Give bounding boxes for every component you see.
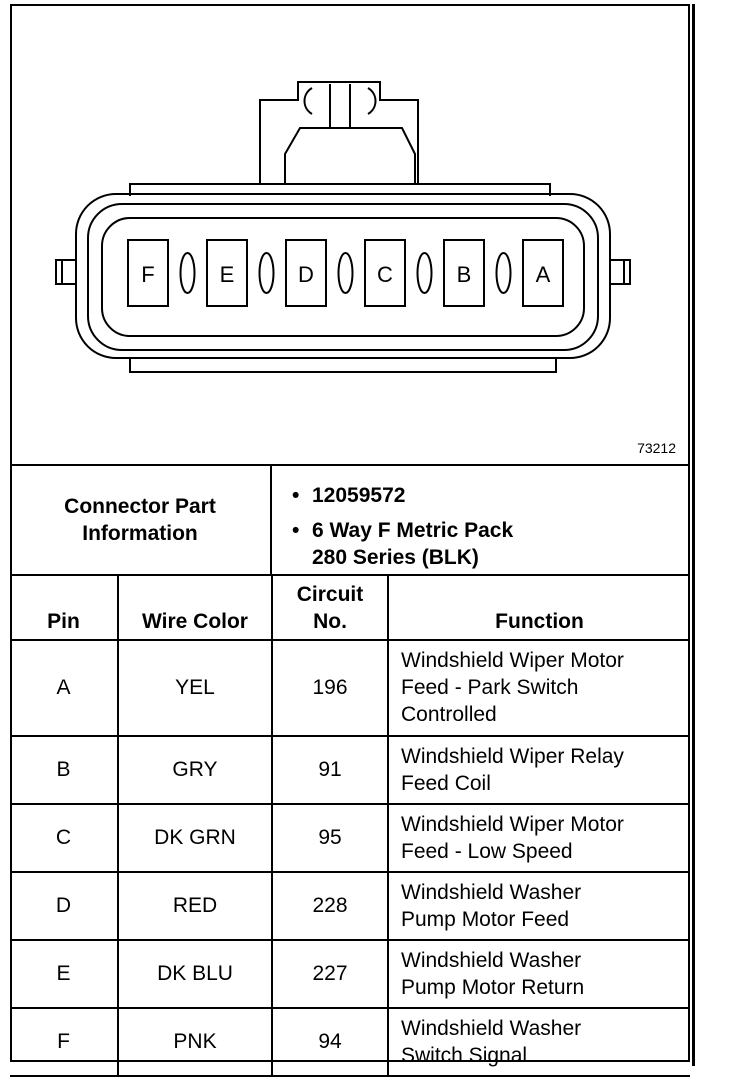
cell-wire-color: DK GRN — [118, 804, 272, 872]
table-row — [10, 872, 690, 940]
cell-circuit-no: 227 — [272, 940, 388, 1008]
cell-circuit-no: 196 — [272, 640, 388, 736]
cell-function: Windshield Wiper Motor Feed - Park Switch Controlled — [388, 640, 690, 736]
cell-function: Windshield Washer Pump Motor Feed — [388, 872, 690, 940]
lock-latch-right — [368, 88, 376, 114]
connector-shell-inner — [102, 218, 584, 336]
cell-circuit-no: 95 — [272, 804, 388, 872]
seal-slot — [339, 253, 353, 293]
cell-circuit-no: 91 — [272, 736, 388, 804]
cell-wire-color: RED — [118, 872, 272, 940]
seal-slot — [418, 253, 432, 293]
side-rib-left — [56, 260, 76, 284]
connector-info-label — [10, 466, 272, 574]
cell-pin: C — [10, 804, 118, 872]
table-row — [10, 640, 690, 736]
cell-function: Windshield Wiper Motor Feed - Low Speed — [388, 804, 690, 872]
lock-latch-left — [305, 88, 313, 114]
table-header-row — [10, 576, 690, 640]
figure-number: 73212 — [637, 440, 676, 456]
side-rib-right — [610, 260, 630, 284]
pin-label-a: A — [535, 262, 551, 287]
connector-face-drawing — [10, 4, 690, 464]
cell-pin: B — [10, 736, 118, 804]
pin-label-e: E — [219, 262, 235, 287]
cell-pin: A — [10, 640, 118, 736]
lock-tab-outline — [260, 82, 418, 184]
cell-wire-color: PNK — [118, 1008, 272, 1076]
cell-wire-color: DK BLU — [118, 940, 272, 1008]
seal-slot — [181, 253, 195, 293]
cell-function: Windshield Washer Pump Motor Return — [388, 940, 690, 1008]
seal-slot — [497, 253, 511, 293]
connector-diagram-panel — [10, 4, 690, 466]
bullet-icon: • — [292, 519, 300, 542]
cell-pin: F — [10, 1008, 118, 1076]
table-row — [10, 940, 690, 1008]
cell-circuit-no: 94 — [272, 1008, 388, 1076]
bullet-icon: • — [292, 484, 300, 507]
pin-label-b: B — [456, 262, 472, 287]
cell-wire-color: GRY — [118, 736, 272, 804]
connector-part-info — [10, 466, 690, 576]
header-wire-color: Wire Color — [118, 576, 272, 640]
pin-label-c: C — [377, 262, 393, 287]
table-row — [10, 736, 690, 804]
bullet-part-number: • 12059572 — [292, 484, 406, 507]
pin-label-f: F — [141, 262, 155, 287]
connector-info-bullets — [272, 466, 690, 574]
bullet-description: • 6 Way F Metric Pack 280 Series (BLK) — [292, 519, 514, 569]
frame-shadow — [692, 4, 695, 1066]
cell-circuit-no: 228 — [272, 872, 388, 940]
table-row — [10, 1008, 690, 1076]
connector-info-label-text: Connector Part Information — [64, 495, 216, 545]
cell-wire-color: YEL — [118, 640, 272, 736]
pin-label-d: D — [298, 262, 314, 287]
table-row — [10, 804, 690, 872]
cell-function: Windshield Wiper Relay Feed Coil — [388, 736, 690, 804]
pin-cavities — [128, 240, 563, 306]
pin-function-table — [10, 576, 690, 1077]
pin-rows — [10, 640, 690, 1076]
header-pin: Pin — [10, 576, 118, 640]
connector-body — [56, 82, 630, 372]
cell-pin: D — [10, 872, 118, 940]
cell-function: Windshield Washer Switch Signal — [388, 1008, 690, 1076]
cell-pin: E — [10, 940, 118, 1008]
header-circuit-no: Circuit No. — [272, 576, 388, 640]
seal-slot — [260, 253, 274, 293]
header-function: Function — [388, 576, 690, 640]
lock-tab-inner — [285, 128, 415, 184]
